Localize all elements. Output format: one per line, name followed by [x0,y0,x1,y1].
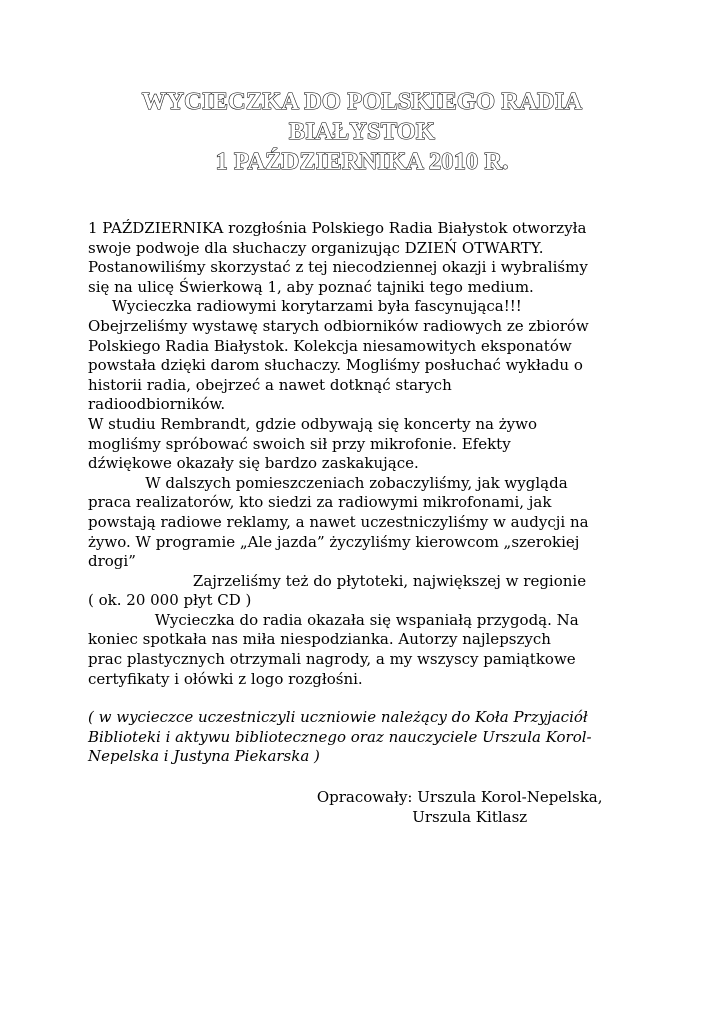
paragraph-gap [88,767,648,788]
body-line: się na ulicę Świerkową 1, aby poznać tajniki tego medium. [88,277,534,296]
body-line: praca realizatorów, kto siedzi za radiowymi mikrofonami, jak [88,493,552,512]
body-line: W dalszych pomieszczeniach zobaczyliśmy, jak wygląda [88,473,568,492]
body-line: powstają radiowe reklamy, a nawet uczestniczyliśmy w audycji na [88,512,589,531]
body-line: 1 PAŹDZIERNIKA rozgłośnia Polskiego Radia Białystok otworzyła [88,219,587,237]
body-line: certyfikaty i ołówki z logo rozgłośni. [88,669,363,688]
title-line-3: 1 PAŹDZIERNIKA 2010 R. [215,148,509,175]
note-line: ( w wycieczce uczestniczyli uczniowie należący do Koła Przyjaciół [88,708,588,727]
body-line: mogliśmy spróbować swoich sił przy mikrofonie. Efekty [88,434,511,453]
body-line: żywo. W programie „Ale jazda” życzyliśmy kierowcom „szerokiej [88,532,580,551]
note-line: Biblioteki i aktywu bibliotecznego oraz nauczyciele Urszula Korol- [88,727,592,746]
body-line: W studiu Rembrandt, gdzie odbywają się koncerty na żywo [88,414,537,433]
body-line: drogi” [88,552,136,571]
participants-note [88,708,648,767]
body-line: historii radia, obejrzeć a nawet dotknąć starych [88,375,452,394]
signature-block [88,788,648,827]
article-body [88,219,648,827]
signature-line: Opracowały: Urszula Korol-Nepelska, [88,788,603,807]
body-line: Postanowiliśmy skorzystać z tej niecodziennej okazji i wybraliśmy [88,258,588,277]
body-line: swoje podwoje dla słuchaczy organizując DZIEŃ OTWARTY. [88,238,544,257]
body-line: Wycieczka radiowymi korytarzami była fascynująca!!! [88,297,522,316]
title-line-2: BIAŁYSTOK [288,118,436,145]
body-line: prac plastycznych otrzymali nagrody, a my wszyscy pamiątkowe [88,650,576,669]
note-line: Nepelska i Justyna Piekarska ) [88,747,320,766]
body-line: dźwiękowe okazały się bardzo zaskakujące. [88,454,419,473]
title-line-1: WYCIECZKA DO POLSKIEGO RADIA [141,88,583,115]
body-line: radioodbiorników. [88,395,226,414]
body-line: koniec spotkała nas miła niespodzianka. Autorzy najlepszych [88,630,551,649]
body-line: powstała dzięki darom słuchaczy. Mogliśmy posłuchać wykładu o [88,356,583,375]
signature-line: Urszula Kitlasz [88,807,528,826]
body-line: Obejrzeliśmy wystawę starych odbiorników radiowych ze zbiorów [88,316,589,335]
paragraph-gap [88,689,648,708]
body-line: Polskiego Radia Białystok. Kolekcja niesamowitych eksponatów [88,336,572,355]
body-line: Zajrzeliśmy też do płytoteki, największej w regionie [88,571,587,590]
body-line: ( ok. 20 000 płyt CD ) [88,591,252,610]
body-line: Wycieczka do radia okazała się wspaniałą przygodą. Na [88,610,579,629]
document-title [0,87,724,177]
